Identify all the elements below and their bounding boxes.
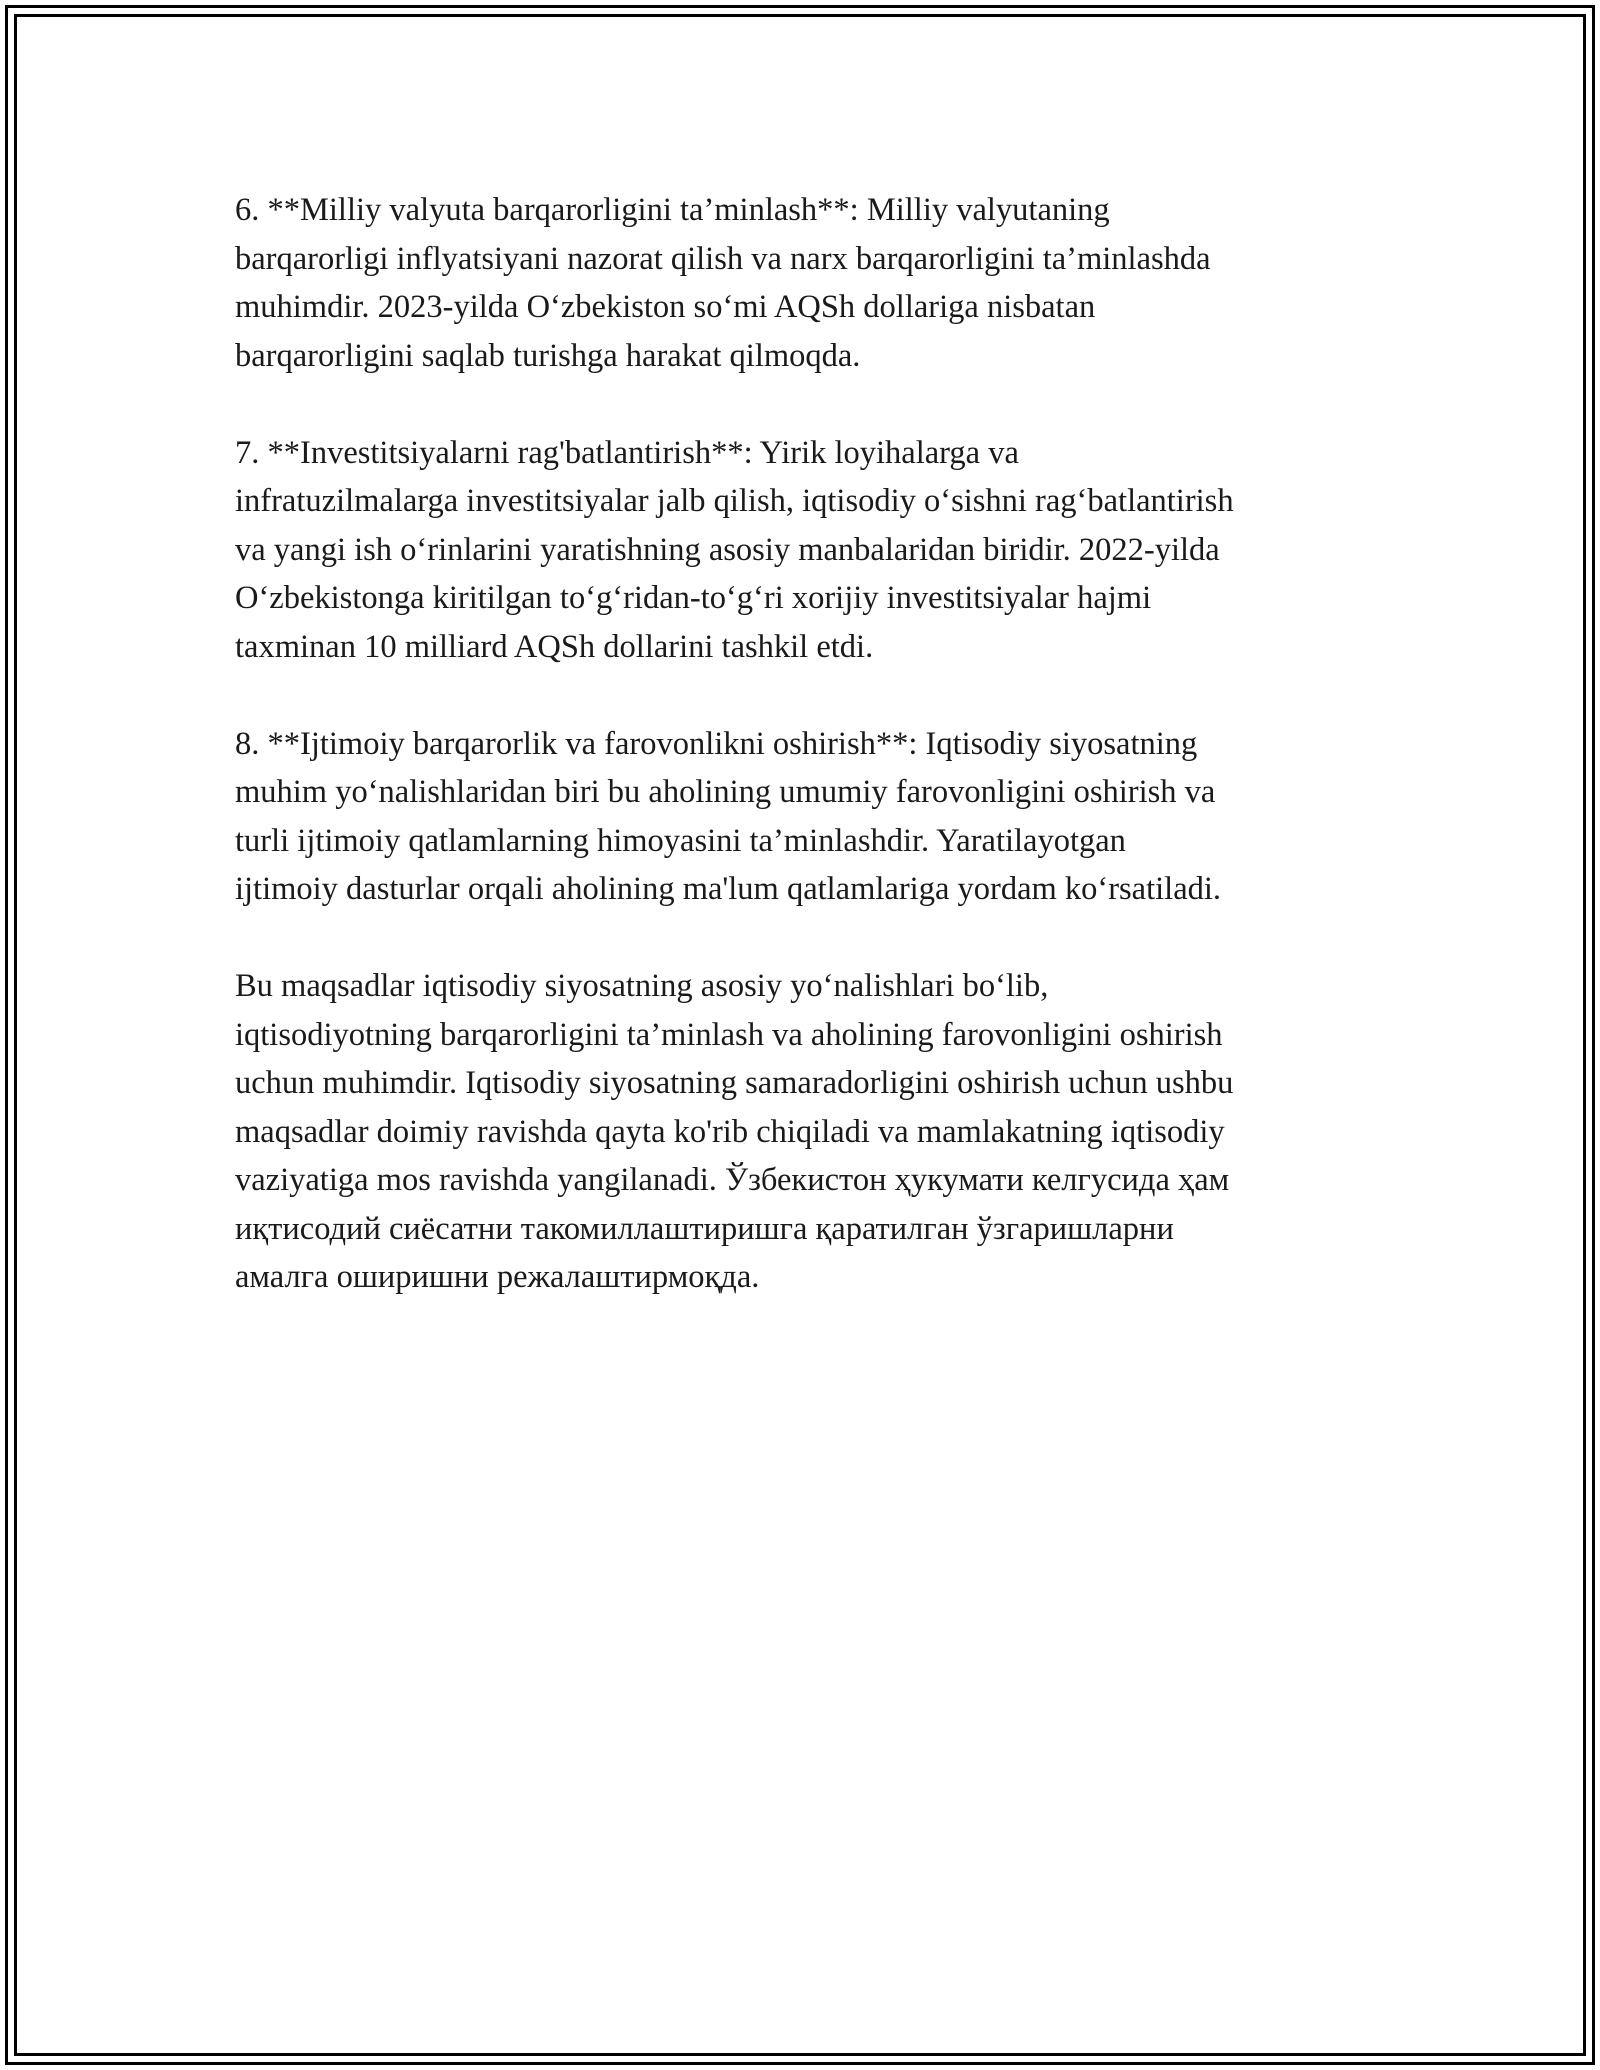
text-line: иқтисодий сиёсатни такомиллаштиришга қаратилган ўзгаришларни (235, 1210, 1174, 1247)
text-line: ijtimoiy dasturlar orqali aholining ma'lum qatlamlariga yordam ko‘rsatiladi. (235, 871, 1222, 907)
text-line: muhimdir. 2023-yilda O‘zbekiston so‘mi AQSh dollariga nisbatan (235, 289, 1096, 325)
text-line: 7. **Investitsiyalarni rag'batlantirish**: Yirik loyihalarga va (235, 434, 1019, 471)
text-line: muhim yo‘nalishlaridan biri bu aholining umumiy farovonligini oshirish va (235, 774, 1216, 810)
text-line: turli ijtimoiy qatlamlarning himoyasini ta’minlashdir. Yaratilayotgan (235, 822, 1126, 859)
text-line: infratuzilmalarga investitsiyalar jalb qilish, iqtisodiy o‘sishni rag‘batlantirish (235, 483, 1234, 519)
text-line: 6. **Milliy valyuta barqarorligini ta’minlash**: Milliy valyutaning (235, 192, 1110, 228)
paragraph-conclusion (235, 962, 1375, 1302)
text-line: va yangi ish o‘rinlarini yaratishning asosiy manbalaridan biridir. 2022-yilda (235, 531, 1220, 568)
text-line: O‘zbekistonga kiritilgan to‘g‘ridan-to‘g‘ri xorijiy investitsiyalar hajmi (235, 580, 1152, 616)
text-line: taxminan 10 milliard AQSh dollarini tashkil etdi. (235, 628, 874, 665)
text-line: амалга оширишни режалаштирмоқда. (235, 1259, 760, 1295)
text-line: maqsadlar doimiy ravishda qayta ko'rib chiqiladi va mamlakatning iqtisodiy (235, 1113, 1225, 1150)
text-line: barqarorligi inflyatsiyani nazorat qilish va narx barqarorligini ta’minlashda (235, 240, 1211, 277)
paragraph-8-social-stability (235, 720, 1375, 914)
paragraph-7-investments (235, 429, 1375, 672)
paragraph-6-currency-stability (235, 186, 1375, 380)
text-line: uchun muhimdir. Iqtisodiy siyosatning samaradorligini oshirish uchun ushbu (235, 1065, 1234, 1101)
text-line: barqarorligini saqlab turishga harakat qilmoqda. (235, 337, 861, 374)
document-body (235, 186, 1375, 1350)
text-line: vaziyatiga mos ravishda yangilanadi. Ўзбекистон ҳукумати келгусида ҳам (235, 1162, 1230, 1198)
text-line: 8. **Ijtimoiy barqarorlik va farovonlikni oshirish**: Iqtisodiy siyosatning (235, 725, 1198, 762)
text-line: Bu maqsadlar iqtisodiy siyosatning asosiy yo‘nalishlari bo‘lib, (235, 968, 1049, 1004)
text-line: iqtisodiyotning barqarorligini ta’minlash va aholining farovonligini oshirish (235, 1016, 1223, 1053)
